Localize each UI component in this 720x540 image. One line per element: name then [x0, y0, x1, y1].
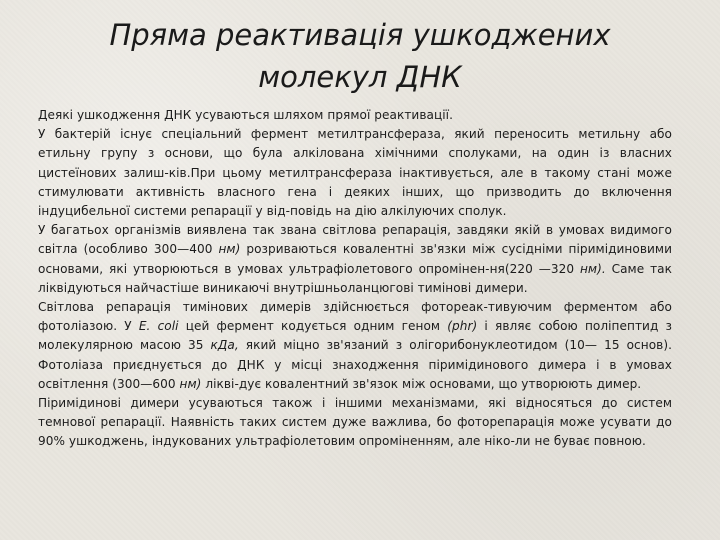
paragraph-2: У бактерій існує спеціальний фермент метилтрансфераза, який переносить метильну або етильну групу з основи, що була алкілована хімічними сполуками, на один із власних цистеїнових залиш-ків.При цьому метилтрансфераза інактивується, але в такому стані може стимулювати активність власного гена і деяких інших, що призводить до включення індуцибельної системи репарації у від-повідь на дію алкілуючих сполук. [38, 127, 672, 219]
title-line-1: Пряма реактивація ушкоджених [109, 18, 611, 52]
paragraph-3-text-b: розриваються ковалентні зв'язки між сусідніми піримідиновими основами, які утворюються в умовах ультрафіолетового опромінен-ня(220 —320 [38, 242, 672, 276]
paragraph-4-text-d: який міцно зв'язаний з олігорибонуклеотидом (10— 15 основ). Фотоліаза приєднується до ДНК у місці знаходження піримідинового димера і в умовах освітлення (300—600 [38, 338, 672, 391]
paragraph-4-text-c: і являє собою поліпептид з молекулярною масою 35 [38, 319, 672, 353]
unit-nm-1: нм) [218, 242, 241, 257]
unit-kda: кДа, [210, 338, 239, 353]
unit-nm-3: нм) [179, 376, 202, 391]
paragraph-3-text-c: Саме так ліквідуються найчастіше виникаючі внутрішньоланцюгові тимінові димери. [38, 261, 672, 295]
paragraph-4-text-b: цей фермент кодується одним геном [178, 319, 448, 334]
slide-title [60, 14, 660, 98]
paragraph-3 [38, 221, 672, 298]
paragraph-4-text-e: ліквi-дує ковалентний зв'язок між основами, що утворюють димер. [201, 376, 642, 391]
slide-body [38, 106, 672, 452]
paragraph-4 [38, 298, 672, 394]
gene-name: (phr) [447, 319, 478, 334]
title-line-2: молекул ДНК [258, 60, 462, 94]
paragraph-1: Деякі ушкодження ДНК усуваються шляхом прямої реактивації. [38, 108, 453, 122]
species-name: E. coli [138, 319, 179, 334]
paragraph-3-text-a: У багатьох організмів виявлена так звана світлова репарація, завдяки якій в умовах видимого світла (особливо 300—400 [38, 223, 672, 257]
unit-nm-2: нм). [579, 261, 606, 276]
paragraph-5: Піримідинові димери усуваються також і іншими механізмами, які відносяться до систем темнової репарації. Наявність таких систем дуже важлива, бо фоторепарація може усувати до 90% ушкоджень, індукованих ультрафіолетовим опроміненням, але ніко-ли не буває повною. [38, 396, 672, 449]
paragraph-4-text-a: Світлова репарація тимінових димерів здійснюється фотореак-тивуючим ферментом або фотоліазою. У [38, 300, 672, 334]
